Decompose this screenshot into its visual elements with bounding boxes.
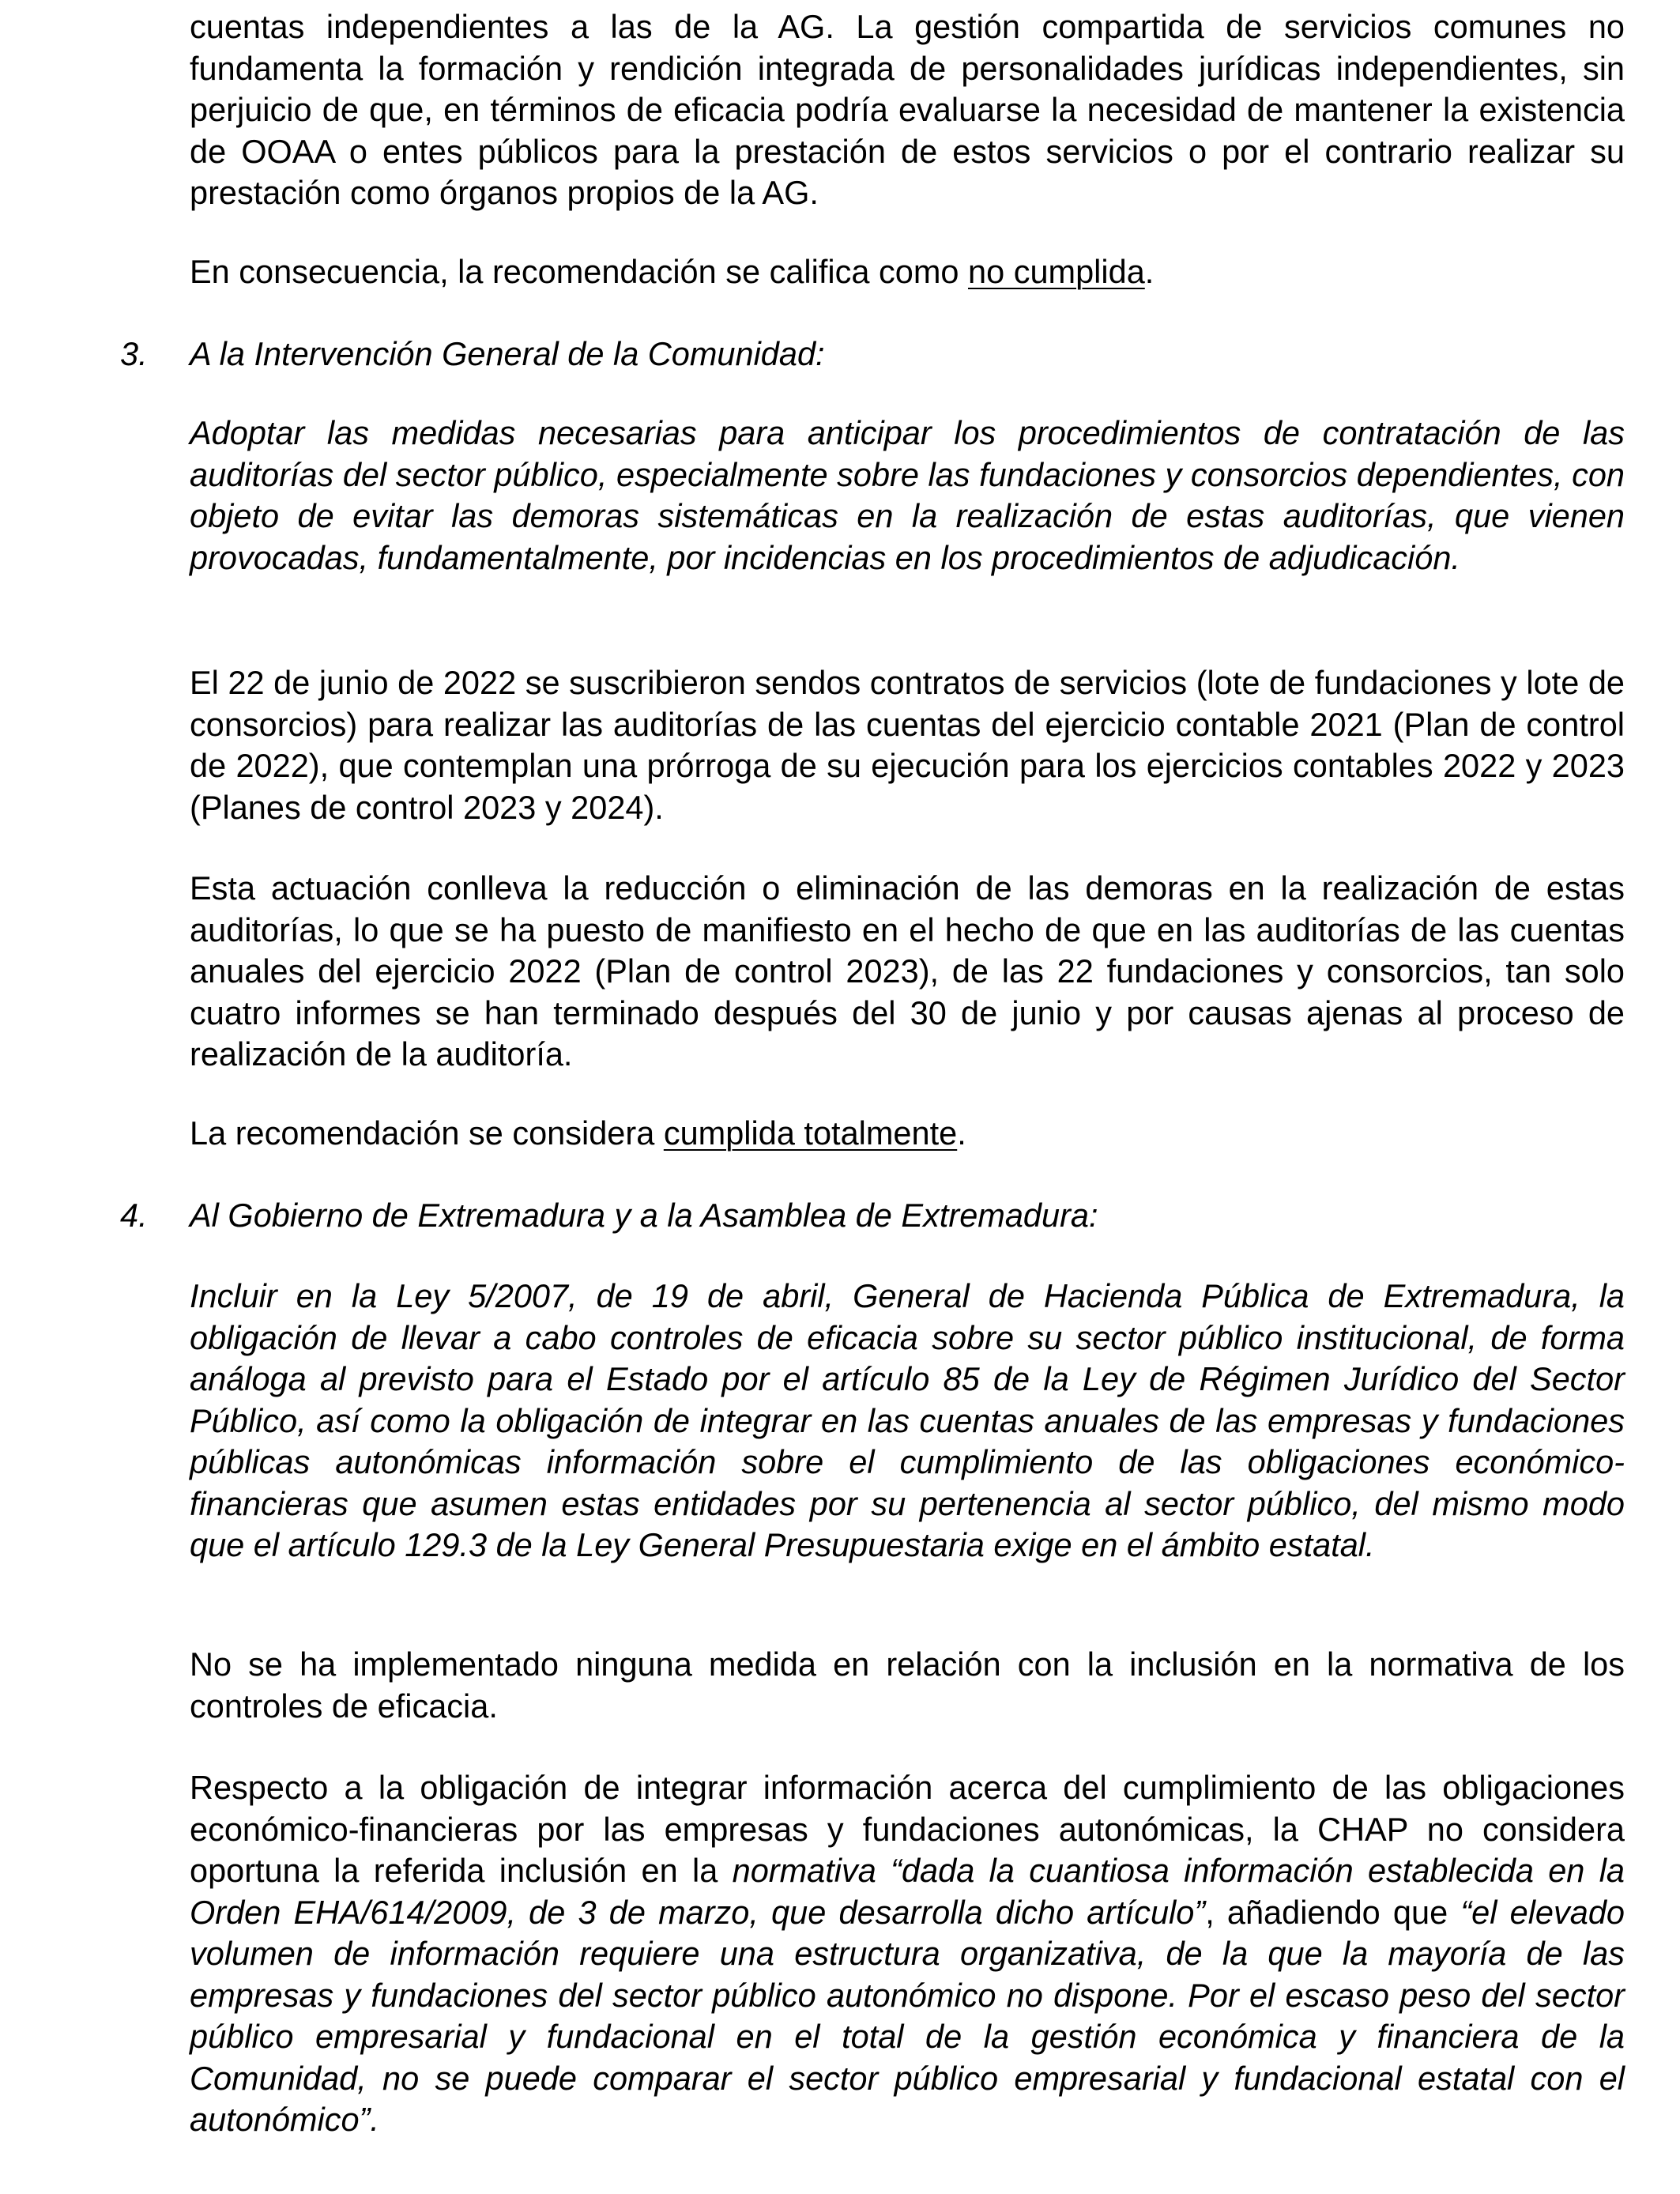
status-cumplida-totalmente: cumplida totalmente (663, 1114, 958, 1152)
conclusion-1-period: . (1144, 253, 1155, 290)
chap-quote-2: “el elevado volumen de información requiere una estructura organizativa, de la que la mayoría de las empresas y fundaciones del sector público autonómico no dispone. Por el escaso peso del sector público empresarial y fundacional en el total de la gestión económica y financiera de la Comunidad, no se puede comparar el sector público empresarial y fundacional estatal con el autonómico”. (190, 1893, 1625, 2138)
chap-text-c: , añadiendo que (1205, 1893, 1461, 1931)
conclusion-3-text: La recomendación se considera (190, 1114, 664, 1152)
item-4-paragraph-chap (190, 1767, 1625, 2141)
conclusion-3-period: . (957, 1114, 966, 1152)
item-3-paragraph-delays: Esta actuación conlleva la reducción o eliminación de las demoras en la realización de estas auditorías, lo que se ha puesto de manifiesto en el hecho de que en las auditorías de las cuentas anuales del ejercicio 2022 (Plan de control 2023), de las 22 fundaciones y consorcios, tan solo cuatro informes se han terminado después del 30 de junio y por causas ajenas al proceso de realización de la auditoría. (190, 869, 1625, 1072)
paragraph-conclusion-1 (190, 251, 1625, 293)
conclusion-1-text: En consecuencia, la recomendación se califica como (190, 253, 968, 290)
paragraph-conclusion-3 (190, 1113, 1625, 1155)
item-4-heading: Al Gobierno de Extremadura y a la Asamblea de Extremadura: (190, 1197, 1098, 1234)
item-3-paragraph-contracts: El 22 de junio de 2022 se suscribieron sendos contratos de servicios (lote de fundaciones y lote de consorcios) para realizar las auditorías de las cuentas del ejercicio contable 2021 (Plan de control de 2022), que contemplan una prórroga de su ejecución para los ejercicios contables 2022 y 2023 (Planes de control 2023 y 2024). (190, 664, 1625, 826)
status-no-cumplida: no cumplida (968, 253, 1145, 290)
chap-text-a: Respecto a la obligación de integrar información acerca del cumplimiento de las obligaciones económico-financieras por las empresas y fundaciones autonómicas, la CHAP no considera oportuna la referida inclusión en la (190, 1769, 1625, 1889)
item-3-number: 3. (120, 335, 148, 372)
item-3-recommendation: Adoptar las medidas necesarias para anticipar los procedimientos de contratación de las auditorías del sector público, especialmente sobre las fundaciones y consorcios dependientes, con objeto de evitar las demoras sistemáticas en la realización de estas auditorías, que vienen provocadas, fundamentalmente, por incidencias en los procedimientos de adjudicación. (190, 414, 1625, 576)
item-4-number: 4. (120, 1197, 148, 1234)
chap-quote-1: normativa “dada la cuantiosa información establecida en la Orden EHA/614/2009, de 3 de marzo, que desarrolla dicho artículo” (190, 1852, 1625, 1931)
paragraph-ag-services: cuentas independientes a las de la AG. La gestión compartida de servicios comunes no fundamenta la formación y rendición integrada de personalidades jurídicas independientes, sin perjuicio de que, en términos de eficacia podría evaluarse la necesidad de mantener la existencia de OOAA o entes públicos para la prestación de estos servicios o por el contrario realizar su prestación como órganos propios de la AG. (190, 8, 1625, 211)
item-4-paragraph-no-measures: No se ha implementado ninguna medida en relación con la inclusión en la normativa de los controles de eficacia. (190, 1646, 1625, 1725)
item-4-recommendation: Incluir en la Ley 5/2007, de 19 de abril, General de Hacienda Pública de Extremadura, la obligación de llevar a cabo controles de eficacia sobre su sector público institucional, de forma análoga al previsto para el Estado por el artículo 85 de la Ley de Régimen Jurídico del Sector Público, así como la obligación de integrar en las cuentas anuales de las empresas y fundaciones públicas autonómicas información sobre el cumplimiento de las obligaciones económico-financieras que asumen estas entidades por su pertenencia al sector público, del mismo modo que el artículo 129.3 de la Ley General Presupuestaria exige en el ámbito estatal. (190, 1277, 1625, 1563)
item-3-heading: A la Intervención General de la Comunidad: (190, 335, 825, 372)
